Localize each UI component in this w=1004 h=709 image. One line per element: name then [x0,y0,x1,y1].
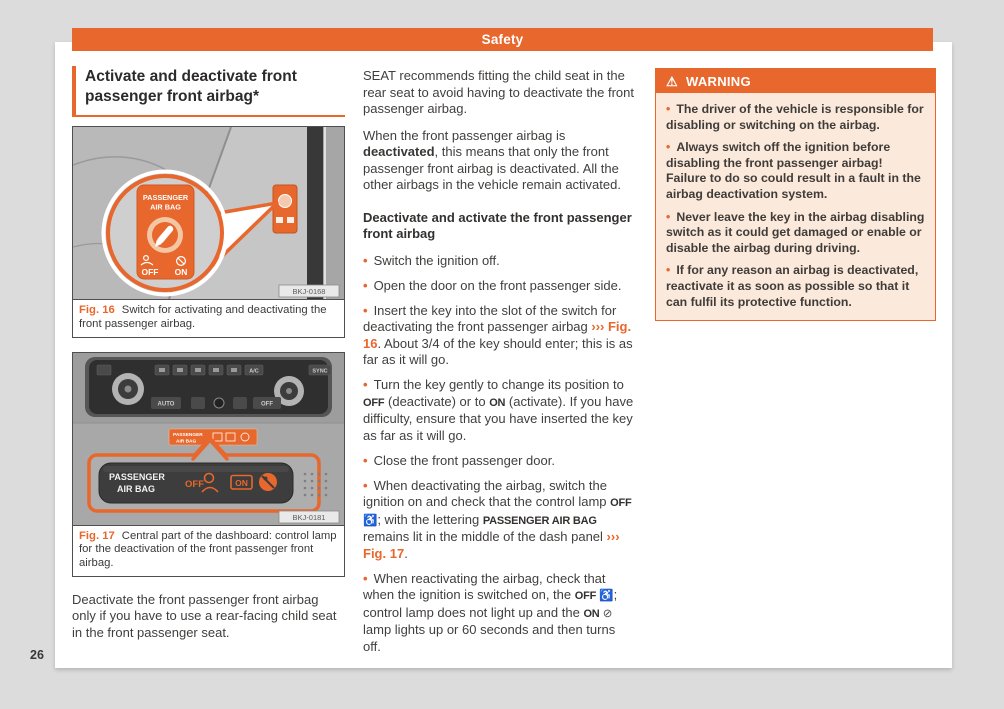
strip-line2: AIR BAG [176,439,197,445]
bullet-item [363,571,635,656]
text-segment: SEAT recommends fitting the child seat in the rear seat to avoid having to deactivate the front passenger airbag. [363,68,635,116]
bullet-item [363,253,635,270]
text-segment: (deactivate) or to [384,393,490,409]
bullet-item [363,478,635,563]
passenger-airbag-control-lamp-panel [99,463,293,503]
text-segment: Close the front passenger door. [373,452,555,468]
warning-triangle-icon: ⚠ [666,73,678,89]
figure-17 [72,352,345,577]
key-switch-dial [147,217,183,253]
warning-body [656,93,935,320]
text-segment: When the front passenger airbag is [363,127,566,143]
text-segment: (activate). If you have difficulty, ensure that you have inserted the key as far as it will go. [363,393,634,443]
warning-item: • If for any reason an airbag is deactivated, reactivate it as soon as possible so that it can fulfil its protective function. [666,263,925,310]
bullet-item [363,278,635,295]
climate-control-panel [85,357,332,417]
off-button-label: OFF [261,401,273,408]
airbag-on-pictogram-icon [259,473,277,491]
figure-16-caption-text: Switch for activating and deactivating the front passenger airbag. [79,304,327,330]
image-code-box [279,511,339,523]
auto-button-label: AUTO [157,401,175,408]
plate-line1: PASSENGER [142,193,189,202]
paragraph [363,68,635,118]
figure-16-label: Fig. 16 [79,304,115,316]
airbag-on-lamp-icon: ⊘ [599,607,613,620]
left-closing-paragraph: Deactivate the front passenger front airbag only if you have to use a rear-facing child seat in the front passenger seat. [72,591,337,640]
text-segment-b: deactivated [363,144,435,159]
text-segment-fig: ››› Fig. 16 [363,319,632,351]
text-segment: . [404,545,408,561]
dashboard-illustration [73,353,344,525]
door-seal-strip [307,127,344,299]
text-segment-fig: ››› Fig. 17 [363,529,620,561]
warning-box [655,68,936,321]
panel-line1: PASSENGER [109,471,165,482]
figure-17-caption-text: Central part of the dashboard: control lamp for the deactivation of the front passenger front airbag. [79,529,337,570]
text-segment: Switch the ignition off. [373,252,500,268]
text-segment-lbl: OFF [363,396,385,409]
text-segment-lbl: OFF [574,590,597,602]
warning-header [656,69,935,93]
section-subheading: Deactivate and activate the front passenger front airbag [363,209,632,241]
airbag-key-switch [273,185,297,233]
ac-button-label: A/C [249,368,259,375]
figure-16-caption [73,299,344,337]
text-segment-lbl: ON [583,607,600,620]
bullet-item [363,377,635,444]
text-segment: lamp lights up or 60 seconds and then turns off. [363,622,616,654]
image-code: BKJ-0168 [292,287,326,296]
warning-item: • Never leave the key in the airbag disabling switch as it could get damaged or enable or disable the airbag during driving. [666,210,925,257]
image-code: BKJ-0181 [292,512,326,522]
warning-item: • The driver of the vehicle is responsible for disabling or switching on the airbag. [666,102,925,133]
text-segment: When reactivating the airbag, check that when the ignition is switched on, the [363,570,606,602]
warning-title: WARNING [685,73,751,89]
warning-item: • Always switch off the ignition before disabling the front passenger airbag! Failure to do so could result in a fault in the airbag deactivation system. [666,140,925,202]
article-title: Activate and deactivate front passenger front airbag* [72,66,345,117]
text-segment-lbl: PASSENGER AIR BAG [482,514,597,527]
figure-17-label: Fig. 17 [79,529,115,542]
text-segment: Insert the key into the slot of the switch for deactivating the front passenger airbag [363,302,617,334]
text-segment-lbl: ON [489,396,506,409]
figure-17-illustration [73,353,344,525]
figure-16-illustration [73,127,344,299]
figure-16 [72,126,345,338]
bullet-item [363,303,635,369]
text-segment: remains lit in the middle of the dash panel [363,529,607,544]
section-title: Safety [481,32,524,47]
plate-line2: AIR BAG [150,202,181,212]
plate-on-label: ON [174,267,188,277]
text-segment: Open the door on the front passenger side. [373,277,622,293]
text-segment: ; with the lettering [377,511,483,527]
door-pillar-illustration [73,127,344,299]
text-segment: , this means that only the front passenger front airbag is deactivated. All the other airbags in the vehicle remain activated. [363,144,621,192]
left-column [72,42,345,664]
panel-on-label: ON [235,477,248,488]
page-content [72,42,936,664]
text-segment-lbl: OFF [610,497,632,509]
sync-button-label: SYNC [312,368,328,375]
plate-off-label: OFF [141,267,159,277]
text-segment: Turn the key gently to change its position to [373,377,624,392]
paragraph [363,128,635,194]
airbag-off-lamp-icon: ♿ [596,590,614,602]
panel-line2: AIR BAG [117,483,155,494]
text-segment: ; control lamp does not light up and the [363,587,618,620]
middle-column [363,42,635,664]
airbag-off-lamp-icon: ♿ [363,514,378,527]
bullet-item [363,453,635,470]
panel-off-label: OFF [185,478,204,490]
text-segment: When deactivating the airbag, switch the ignition on and check that the control lamp [363,477,611,509]
right-column [655,42,936,664]
page-number: 26 [30,648,44,662]
figure-17-caption [73,525,344,576]
passenger-airbag-switch-plate [137,185,194,279]
text-segment: . About 3/4 of the key should enter; this is as far as it will go. [363,335,633,367]
strip-line1: PASSENGER [173,432,203,438]
image-code-box [279,285,339,297]
manual-page [55,32,952,668]
